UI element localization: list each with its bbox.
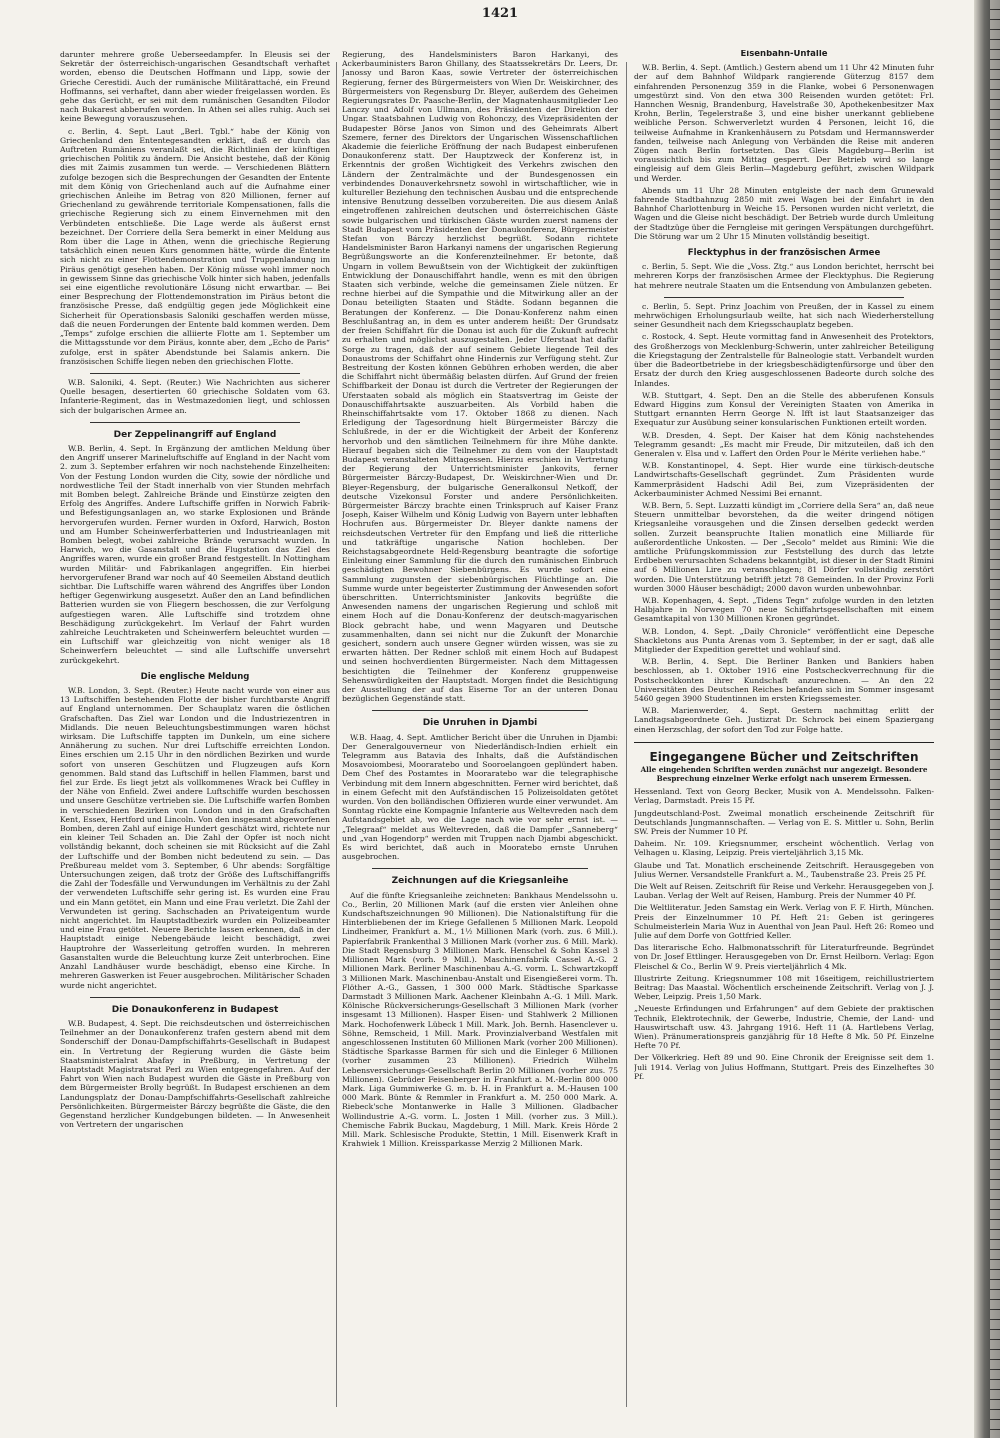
book-entry: Daheim. Nr. 109. Kriegsnummer, erscheint wöchentlich. Verlag von Velhagen u. Klasing, Leipzig. Preis vierteljährlich 3,15 Mk. — [634, 839, 934, 858]
article-text: W.B. Dresden, 4. Sept. Der Kaiser hat dem König nachstehendes Telegramm gesandt: „Es macht mir Freude, Dir mitzuteilen, daß ich den Generalen v. Elsa und v. Laffert den Orden Pour le Mérite verliehen habe.“ — [634, 430, 934, 458]
article-text: W.B. Saloniki, 4. Sept. (Reuter.) Wie Nachrichten aus sicherer Quelle besagen, desertierten 60 griechische Soldaten vom 63. Infanterie-Regiment, das in Westmazedonien liegt, und schlossen sich der bulgarischen Armee an. — [60, 377, 330, 415]
column-3 — [634, 50, 934, 1410]
column-rule — [336, 62, 337, 1407]
article-text: W.B. London, 4. Sept. „Daily Chronicle“ veröffentlicht eine Depesche Shackletons aus Punta Arenas vom 3. September, in der er sagt, daß alle Mitglieder der Expedition gerettet und wohlauf sind. — [634, 626, 934, 654]
article-text: W.B. Berlin, 4. Sept. Die Berliner Banken und Bankiers haben beschlossen, ab 1. Oktober 1916 eine Postscheckverrechnung für die Postscheckkonten ihrer Kundschaft anzurechnen. — An den 22 Universitäten des Deutschen Reiches befanden sich im Sommer insgesamt 5460 gegen 3900 Studentinnen im ersten Kriegssemester. — [634, 657, 934, 703]
book-entry: Das literarische Echo. Halbmonatsschrift für Literaturfreunde. Begründet von Dr. Josef Ettlinger. Herausgegeben von Dr. Ernst Heilborn. Verlag: Egon Fleischel & Co., Berlin W 9. Preis vierteljährlich 4 Mk. — [634, 943, 934, 971]
article-heading: Zeichnungen auf die Kriegsanleihe — [391, 876, 569, 887]
article-text: W.B. Bern, 5. Sept. Luzzatti kündigt im „Corriere della Sera“ an, daß neue Steuern unmittelbar bevorstehen, da die weiter dringend nötigen Kriegsanleihe vorausgehen und die Zinsen derselben gedeckt werden sollen. Zurzeit beanspruchte Italien monatlich eine Milliarde für außerordentliche Unkosten. — Der „Secolo“ meldet aus Rimini: Wie die amtliche Prüfungskommission zur Feststellung des durch das letzte Erdbeben verursachten Schadens bekanntgibt, ist dieser in der Stadt Rimini auf 6 Millionen Lire zu veranschlagen; 81 Dörfer vollständig zerstört worden. Die Unterstützung betrifft jetzt 78 Gemeinden. In der Provinz Forli wurden 3000 Häuser beschädigt; 2000 davon wurden unbewohnbar. — [634, 500, 934, 593]
book-entry: Hessenland. Text von Georg Becker, Musik von A. Mendelssohn. Falken-Verlag, Darmstadt. Preis 15 Pf. — [634, 787, 934, 806]
article-text: W.B. Budapest, 4. Sept. Die reichsdeutschen und österreichischen Teilnehmer an der Donaukonferenz trafen gestern abend mit dem Sonderschiff der Donau-Dampfschiffahrts-Gesellschaft in Budapest ein. In Vertretung der Regierung wurden die Gäste beim Staatsministerialrat Abafay in Preßburg, in Vertretung der Hauptstadt Magistratsrat Perl zu Wien entgegengefahren. Auf der Fahrt von Wien nach Budapest wurden die Gäste in Preßburg von dem Bürgermeister Brolly begrüßt. In Budapest erschienen an dem Landungsplatz der Donau-Dampfschiffahrts-Gesellschaft zahlreiche Persönlichkeiten. Bürgermeister Bárczy begrüßte die Gäste, die den Gegenstand herzlicher Kundgebungen bildeten. — In Anwesenheit von Vertretern der ungarischen — [60, 1018, 330, 1130]
book-entry: Jungdeutschland-Post. Zweimal monatlich erscheinende Zeitschrift für Deutschlands Jungmannschaften. — Verlag von E. S. Mittler u. Sohn, Berlin SW. Preis der Nummer 10 Pf. — [634, 808, 934, 837]
scan-ruler — [990, 0, 1000, 1438]
book-entry: Glaube und Tat. Monatlich erscheinende Zeitschrift. Herausgegeben von Julius Werner. Versandstelle Frankfurt a. M., Taubenstraße 23. Preis 25 Pf. — [634, 860, 934, 879]
article-text: Abends um 11 Uhr 28 Minuten entgleiste der nach dem Grunewald fahrende Stadtbahnzug 2850 mit zwei Wagen bei der Einfahrt in den Bahnhof Charlottenburg in Weiche 15. Personen wurden nicht verletzt, die Wagen und die Gleise nicht beschädigt. Der Betrieb wurde durch Umleitung der Stadtzüge über die Ferngleise mit geringen Verspätungen durchgeführt. Die Störung war um 2 Uhr 15 Minuten vollständig beseitigt. — [634, 185, 934, 241]
book-entry: Illustrirte Zeitung. Kriegsnummer 108 mit 16seitigem, reichillustriertem Beitrag: Das Maastal. Wöchentlich erscheinende Zeitschrift. Verlag von J. J. Weber, Leipzig. Preis 1,50 Mark. — [634, 973, 934, 1002]
article-text: c. Berlin, 5. Sept. Prinz Joachim von Preußen, der in Kassel zu einem mehrwöchigen Erholungsurlaub weilte, hat sich nach Wiederherstellung seiner Gesundheit nach dem Kriegsschauplatz begeben. — [634, 301, 934, 330]
article-text: W.B. Berlin, 4. Sept. In Ergänzung der amtlichen Meldung über den Angriff unserer Marineluftschiffe auf England in der Nacht vom 2. zum 3. September erfahren wir noch nachstehende Einzelheiten: Von der Festung London wurden die City, sowie der nördliche und nordwestliche Teil der Stadt innerhalb von vier Stunden mehrfach mit Bomben belegt. Zahlreiche Brände und Einstürze zeigten den Erfolg des Angriffes. Andere Luftschiffe griffen in Norwich Fabrik- und Befestigungsanlagen an, wo starke Explosionen und Brände hervorgerufen wurden. Ferner wurden in Oxford, Harwich, Boston und am Humber Scheinwerferbatterien und Industrieanlagen mit Bomben belegt, wobei zahlreiche Brände verursacht wurden. In Harwich, wo die Gasanstalt und die Flugstation das Ziel des Angriffes waren, wurde ein großer Brand festgestellt. In Nottingham wurden Militär- und Fabrikanlagen angegriffen. Ein hierbei hervorgerufener Brand war noch auf 40 Seemeilen Abstand deutlich sichtbar. Die Luftschiffe waren während des Angriffes über London heftiger Gegenwirkung ausgesetzt. Außer den an Land befindlichen Batterien wurden sie von Fliegern beschossen, die zur Verfolgung aufgestiegen waren. Alle Luftschiffe sind trotzdem ohne Beschädigung zurückgekehrt. Im Verlauf der Fahrt wurden zahlreiche Leuchtraketen und Scheinwerfern beleuchtet wurden — ein Luftschiff war gleichzeitig von nicht weniger als 18 Scheinwerfern beleuchtet — sind alle Luftschiffe unversehrt zurückgekehrt. — [60, 443, 330, 665]
article-text: W.B. Berlin, 4. Sept. (Amtlich.) Gestern abend um 11 Uhr 42 Minuten fuhr der auf dem Bahnhof Wildpark rangierende Güterzug 8157 dem einfahrenden Personenzug 359 in die Flanke, wobei 6 Personenwagen umgestürzt sind. Von den etwa 300 Reisenden wurden getötet: Frl. Hannchen Wesnig, Brandenburg, Havelstraße 30, Apothekenbesitzer Max Krohn, Berlin, Tegelerstraße 3, und eine bisher unerkannt gebliebene weibliche Person. Schwerverletzt wurden 4 Personen, leicht 16, die teilweise Aufnahme in Krankenhäusern zu Potsdam und Hermannswerder fanden, teilweise nach Anlegung von Verbänden die Reise mit anderen Zügen nach Berlin fortsetzten. Das Gleis Magdeburg—Berlin ist voraussichtlich bis zum Mittag gesperrt. Der Betrieb wird so lange eingleisig auf dem Gleis Berlin—Magdeburg geführt, zwischen Wildpark und Werder. — [634, 63, 934, 183]
book-entry: Die Weltliteratur. Jeden Samstag ein Werk. Verlag von F. F. Hirth, München. Preis der Einzelnummer 10 Pf. Heft 21: Geben ist geringeres Schulmeisterlein Maria Wuz in Auenthal von Jean Paul. Heft 26: Romeo und Julie auf dem Dorfe von Gottfried Keller. — [634, 903, 934, 941]
article-text: W.B. Konstantinopel, 4. Sept. Hier wurde eine türkisch-deutsche Landwirtschafts-Gesellschaft gegründet. Zum Präsidenten wurde Kammerpräsident Hadschi Adil Bei, zum Vizepräsidenten der Ackerbauminister Achmed Nessimi Bei ernannt. — [634, 461, 934, 498]
article-heading: Flecktyphus in der französischen Armee — [687, 248, 881, 259]
section-intro: Alle eingehenden Schriften werden zunächst nur angezeigt. Besondere Besprechung einzelner Werke erfolgt nach unserem Ermessen. — [640, 765, 928, 783]
column-1 — [60, 50, 330, 1410]
divider — [90, 373, 300, 374]
book-entry: „Neueste Erfindungen und Erfahrungen“ auf dem Gebiete der praktischen Technik, Elektrotechnik, der Gewerbe, Industrie, Chemie, der Land- und Hauswirtschaft usw. 43. Jahrgang 1916. Heft 11 (A. Hartlebens Verlag, Wien). Pränumerationspreis ganzjährig für 18 Hefte 8 Mk. 50 Pf. Einzelne Hefte 70 Pf. — [634, 1004, 934, 1051]
article-heading: Die Unruhen in Djambi — [422, 718, 538, 729]
book-entry: Der Völkerkrieg. Heft 89 und 90. Eine Chronik der Ereignisse seit dem 1. Juli 1914. Verlag von Julius Hoffmann, Stuttgart. Preis des Einzelheftes 30 Pf. — [634, 1053, 934, 1081]
article-text: W.B. Haag, 4. Sept. Amtlicher Bericht über die Unruhen in Djambi: Der Generalgouverneur von Niederländisch-Indien erhielt ein Telegramm aus Batavia des Inhalts, daß die Aufständischen Mosavoiombesi, Mooraratebo und Sooroelangoen geplündert haben. Dem Chef des Postamtes in Mooraratebo war die telegraphische Verbindung mit dem Innern abgeschnitten. Ferner wird berichtet, daß in einem Gefecht mit den Aufständischen 15 Polizeisoldaten getötet wurden. Von den bolländischen Offizieren wurde einer verwundet. Am Sonntag rückte eine Kompagnie Infanterie aus Weltevreden nach dem Aufstandsgebiet ab, wo die Lage nach wie vor sehr ernst ist. — „Telegraaf“ meldet aus Weltevreden, daß die Dampfer „Sanneberg“ und „van Hogendorp“ werden mit Truppen nach Djambi abgeschickt. Es wird berichtet, daß auch in Mooratebo ernste Unruhen ausgebrochen. — [342, 732, 618, 862]
article-text: c. Rostock, 4. Sept. Heute vormittag fand in Anwesenheit des Protektors, des Großherzogs von Mecklenburg-Schwerin, unter zahlreicher Beteiligung die Kriegstagung der Zentralstelle für Balneologie statt. Verbandelt wurden über die Badeortbetriebe in der kriegsbeschädigtenfürsorge und über den Ersatz der durch den Krieg ausgeschlossenen Badeorte durch solche des Inlandes. — [634, 332, 934, 388]
page-number: 1421 — [481, 6, 519, 21]
article-text: W.B. Kopenhagen, 4. Sept. „Tidens Tegn“ zufolge wurden in den letzten Halbjahre in Norwegen 70 neue Schiffahrtsgesellschaften mit einem Gesamtkapital von 130 Millionen Kronen gegründet. — [634, 595, 934, 624]
article-text: c. Berlin, 5. Sept. Wie die „Voss. Ztg.“ aus London berichtet, herrscht bei mehreren Korps der französischen Armee der Flecktyphus. Die Regierung hat mehrere neutrale Staaten um die Entsendung von Ambulanzen gebeten. — [634, 262, 934, 290]
divider — [90, 997, 300, 998]
divider — [372, 868, 588, 869]
article-heading: Die Donaukonferenz in Budapest — [111, 1004, 279, 1015]
column-2 — [342, 50, 618, 1410]
divider — [90, 422, 300, 423]
section-heading: Eingegangene Bücher und Zeitschriften — [649, 749, 919, 764]
column-rule — [626, 62, 627, 1407]
book-entry: Die Welt auf Reisen. Zeitschrift für Reise und Verkehr. Herausgegeben von J. Lauban. Verlag der Welt auf Reisen, Hamburg. Preis der Nummer 40 Pf. — [634, 882, 934, 901]
article-heading: Der Zeppelinangriff auf England — [113, 429, 277, 440]
article-text: W.B. Marienwerder, 4. Sept. Gestern nachmittag erlitt der Landtagsabgeordnete Geh. Justizrat Dr. Schrock bei einem Spaziergang einen Herzschlag, der sofort den Tod zur Folge hatte. — [634, 706, 934, 734]
article-text: darunter mehrere große Ueberseedampfer. In Eleusis sei der Sekretär der österreichisch-ungarischen Gesandtschaft verhaftet worden, ebenso die Deutschen Hoffmann und Lipp, sowie der Grieche Cerestidi. Auch der rumänische Militärattaché, ein Freund Hoffmanns, sei verhaftet, dann aber wieder freigelassen worden. Es gehe das Gerücht, er sei mit dem rumänischen Gesandten Filodor nach Bukarest abberufen worden. In Athen sei alles ruhig. Auch sei keine Bewegung vorauszusehen. — [60, 50, 330, 124]
article-text: Regierung, des Handelsministers Baron Harkanyi, des Ackerbauministers Baron Ghillany, des Staatssekretärs Dr. Leers, Dr. Janossy und Baron Kaas, sowie Vertreter der österreichischen Regierung, ferner des Bürgermeisters von Wien Dr. Weiskirchner, des Bürgermeisters von Regensburg Dr. Bleyer, außerdem des Geheimen Regierungsrates Dr. Paasche-Berlin, der Magnatenhausmitglieder Leo Lanczy und Adolf von Ullmann, des Präsidenten der Direktion der Ungar. Staatsbahnen Ludwig von Rohonczy, des Vizepräsidenten der Budapester Börse Janos von Simon und des Geheimrats Albert Szemere, ferner des Direktors der Ungarischen Wissenschaftlichen Akademie die feierliche Eröffnung der nach Budapest einberufenen Donaukonferenz statt. Der Hauptzweck der Konferenz ist, in Erkenntnis der großen Wichtigkeit des Verkehrs zwischen den Ländern der Zentralmächte und der Bundesgenossen ein verbindendes Donauverkehrsnetz sowohl in wirtschaftlicher, wie in kultureller Beziehung den technischen Ausbau und die entsprechende intensive Benutzung desselben vorzubereiten. Die aus diesem Anlaß eingetroffenen zahlreichen deutschen und österreichischen Gäste sowie bulgarischen und türkischen Gäste wurden zuerst namens der Stadt Budapest vom Präsidenten der Donaukonferenz, Bürgermeister Stefan von Bárczy herzlichst begrüßt. Sodann richtete Handelsminister Baron Harkanyi namens der ungarischen Regierung Begrüßungsworte an die Konferenzteilnehmer. Er betonte, daß Ungarn in vollem Bewußtsein von der Wichtigkeit der zukünftigen Entwicklung der Donauschiffahrt handle, wenn es mit den übrigen Staaten sich verbinde, welche die gemeinsamen Ziele nützen. Er rechne hierbei auf die Sympathie und die Mitwirkung aller an der Donau beteiligten Staaten und Städte. Sodann begannen die Beratungen der Konferenz. — Die Donau-Konferenz nahm einen Beschlußantrag an, in dem es unter anderem heißt: Der Grundsatz der freien Schiffahrt für die Donau ist auch für die Zukunft aufrecht zu erhalten und möglichst auszugestalten. Jeder Uferstaat hat dafür Sorge zu tragen, daß der auf seinem Gebiete liegende Teil des Donaustroms der Schiffahrt ohne Hindernis zur Verfügung steht. Zur Bestreitung der Kosten können Gebühren erhoben werden, die aber die Schiffahrt nicht übermäßig belasten dürfen. Auf Grund der freien Schiffbarkeit der Donau ist durch die Vertreter der Regierungen der Uferstaaten sobald als möglich ein Staatsvertrag im Geiste der Donauschiffahrtsakte auszuarbeiten. Als Vorbild haben die Rheinschiffahrtsakte vom 17. Oktober 1868 zu dienen. Nach Erledigung der Tagesordnung hielt Bürgermeister Bárczy die Schlußrede, in der er die Wichtigkeit der Arbeit der Konferenz hervorhob und den sämtlichen Teilnehmern für ihre Mühe dankte. Hierauf begaben sich die Teilnehmer zu dem von der Hauptstadt Budapest veranstalteten Mittagessen. Hierzu erschien in Vertretung der Regierung der Unterrichtsminister Jankovits, ferner Bürgermeister Bárczy-Budapest, Dr. Weiskirchner-Wien und Dr. Bleyer-Regensburg, der bulgarische Generalkonsul Netkoff, der deutsche Vizekonsul Forster und andere Persönlichkeiten. Bürgermeister Bárczy brachte einen Trinkspruch auf Kaiser Franz Joseph, Kaiser Wilhelm und König Ludwig von Bayern unter lebhaften Hochrufen aus. Bürgermeister Dr. Bleyer dankte namens der reichsdeutschen Vertreter für den Empfang und ließ die ritterliche und tatkräftige ungarische Nation hochleben. Der Reichstagsabgeordnete Held-Regensburg beantragte die sofortige Einleitung einer Sammlung für die durch den rumänischen Einbruch geschädigten Bewohner Siebenbürgens. Es wurde sofort eine Sammlung zugunsten der siebenbürgischen Flüchtlinge an. Die Summe wurde unter begeisterter Zustimmung der Anwesenden sofort überschritten. Unterrichtsminister Jankovits begrüßte die Anwesenden namens der ungarischen Regierung und schloß mit einem Hoch auf die Donau-Konferenz der deutsch-magyarischen Block gebracht habe, und wenn Magyaren und Deutsche zusammenhalten, dann sei nicht nur die Zukunft der Monarchie gesichert, sondern auch unsere Gegner würden wissen, was sie zu erwarten hätten. Der Redner schloß mit einem Hoch auf Budapest und seinen hochverdienten Bürgermeister. Nach dem Mittagessen besichtigten die Teilnehmer der Konferenz gruppenweise Sehenswürdigkeiten der Hauptstadt. Morgen findet die Besichtigung der Ausstellung der auf das Eiserne Tor an der unteren Donau bezüglichen Gegenstände statt. — [342, 50, 618, 704]
article-text: c. Berlin, 4. Sept. Laut „Berl. Tgbl.“ habe der König von Griechenland den Ententegesandten erklärt, daß er durch das Auftreten Rumäniens veranlaßt sei, die Richtlinien der künftigen griechischen Politik zu ändern. Die Ansicht bestehe, daß der König dies mit Zaimis zusammen tun werde. — Verschiedenen Blättern zufolge bezogen sich die Besprechungen der Gesandten der Entente mit dem König von Griechenland auch auf die Aufnahme einer griechischen Anleihe im Betrag von 820 Millionen, ferner auf Griechenland zu gewährende territoriale Kompensationen, falls die griechische Regierung sich zu einem Einvernehmen mit den Verbündeten entschließe. Die Lage werde als äußerst ernst bezeichnet. Der Corriere della Sera bemerkt in einer Meldung aus Rom über die Lage in Athen, wenn die griechische Regierung tatsächlich einen neuen Kurs genommen hätte, würde die Entente sich nicht zu einer Flottendemonstration und Truppenlandung im Piräus genötigt gesehen haben. Der König müsse wohl immer noch in gewissem Sinne das griechische Volk hinter sich haben, jedenfalls sei eine eigentliche revolutionäre Lösung nicht erwartbar. — Bei einer Besprechung der Flottendemonstration im Piräus betont die französische Presse, daß endgültig gegen jede Möglichkeit eine Sicherheit für Operationsbasis Saloniki geschaffen werden müsse, daß die neuen Forderungen der Entente bald kommen werden. Dem „Temps“ zufolge erschien die alliierte Flotte am 1. September um die Mittagsstunde vor dem Piräus, konnte aber, dem „Echo de Paris“ zufolge, erst in später Abendstunde bei Salamis ankern. Die französischen Schiffe liegen neben den griechischen Flotte. — [60, 126, 330, 366]
article-heading: Eisenbahn-Unfälle — [740, 50, 828, 59]
article-text: Auf die fünfte Kriegsanleihe zeichneten: Bankhaus Mendelssohn u. Co., Berlin, 20 Millionen Mark (auf die ersten vier Anleihen ohne Kundschaftszeichnungen 90 Millionen). Die Nationalstiftung für die Hinterbliebenen der im Kriege Gefallenen 5 Millionen Mark. Leopold Lindheimer, Frankfurt a. M., 1½ Millionen Mark (vorh. zus. 6 Mill.). Papierfabrik Frankenthal 3 Millionen Mark (vorher zus. 6 Mill. Mark). Die Stadt Regensburg 3 Millionen Mark. Henschel & Sohn Kassel 3 Millionen Mark (vorh. 9 Mill.). Maschinenfabrik Cassel A.-G. 2 Millionen Mark. Berliner Maschinenbau A.-G. vorm. L. Schwartzkopff 3 Millionen Mark. Maschinenbau-Anstalt und Eisengießerei vorm. Th. Flöther A.-G., Gassen, 1 300 000 Mark. Städtische Sparkasse Darmstadt 3 Millionen Mark. Aachener Kleinbahn A.-G. 1 Mill. Mark. Kölnische Rückversicherungs-Gesellschaft 3 Millionen Mark (vorher insgesamt 13 Millionen). Hasper Eisen- und Stahlwerk 2 Millionen Mark. Hochofenwerk Lübeck 1 Mill. Mark. Joh. Bernh. Hasenclever u. Söhne, Remscheid, 1 Mill. Mark. Provinzialverband Westfalen mit angeschlossenen Instituten 60 Millionen Mark (vorher 200 Millionen). Städtische Sparkasse Barmen für sich und die Einleger 6 Millionen (vorher zusammen 23 Millionen). Friedrich Wilhelm Lebensversicherungs-Gesellschaft Berlin 20 Millionen (vorher zus. 75 Millionen). Gebrüder Feisenberger in Frankfurt a. M.-Berlin 800 000 Mark. Liga Gummiwerke G. m. b. H. in Frankfurt a. M.-Hausen 100 000 Mark. Bünte & Remmler in Frankfurt a. M. 250 000 Mark. A. Riebeck'sche Montanwerke in Halle 3 Millionen. Gladbacher Wollindustrie A.-G. vorm. L. Josten 1 Mill. (vorher zus. 3 Mill.). Chemische Fabrik Buckau, Magdeburg, 1 Mill. Mark. Kreis Hörde 2 Mill. Mark. Schlesische Produkte, Stettin, 1 Mill. Eisenwerk Kraft in Krahwiek 1 Million. Kreissparkasse Merzig 2 Millionen Mark. — [342, 890, 618, 1149]
divider — [634, 742, 934, 743]
article-text: W.B. London, 3. Sept. (Reuter.) Heute nacht wurde von einer aus 13 Luftschiffen bestehenden Flotte der bisher furchtbarste Angriff auf England unternommen. Der Schauplatz waren die östlichen Grafschaften. Das Ziel war London und die Industriezentren in Midlands. Die neuen Beleuchtungsbestimmungen waren höchst wirksam. Die Luftschiffe tappten im Dunkeln, um eine sichere Annäherung zu suchen. Nur drei Luftschiffe erreichten London. Eines erschien um 2.15 Uhr in den nördlichen Bezirken und wurde sofort von unseren Geschützen und Flugzeugen aufs Korn genommen. Bald stand das Luftschiff in hellen Flammen, barst und fiel zur Erde. Es liegt jetzt als vollkommenes Wrack bei Cuffley in der Nähe von Enfield. Zwei andere Luftschiffe wurden beschossen und unsere Geschütze vertrieben sie. Die Luftschiffe warfen Bomben in verschiedenen Bezirken von London und in den Grafschaften Kent, Essex, Hertford und Lincoln. Von den insgesamt abgeworfenen Bomben, deren Zahl auf einige Hundert geschätzt wird, richtete nur ein kleiner Teil Schaden an. Die Zahl der Opfer ist noch nicht vollständig bekannt, doch scheinen sie mit Rücksicht auf die Zahl der Luftschiffe und der Bomben nicht bedeutend zu sein. — Das Preßbureau meldet vom 3. September, 6 Uhr abends: Sorgfältige Untersuchungen zeigen, daß trotz der Größe des Luftschiffangriffs die Zahl der Todesfälle und Verwundungen im Verhältnis zu der Zahl der verwendeten Luftschiffe sehr gering ist. Es wurden eine Frau und ein Mann getötet, ein Mann und eine Frau verletzt. Die Zahl der Verwundeten ist gering. Sachschaden an Privateigentum wurde nicht angerichtet. Im Hauptstadtbezirk wurden ein Polizeibeamter und eine Frau getötet. Neuere Berichte lassen erkennen, daß in der Hauptstadt einige Nebengebäude leicht beschädigt, zwei Hauptrohre der Wasserleitung getroffen wurden. In mehreren Gasanstalten wurde die Beleuchtung kurze Zeit unterbrochen. Eine Anzahl Landhäuser wurde beschädigt, ebenso eine Kirche. In mehreren Gaswerken ist Feuer ausgebrochen. Militärischer Schaden wurde nicht angerichtet. — [60, 686, 330, 990]
article-text: W.B. Stuttgart, 4. Sept. Den an die Stelle des abberufenen Konsuls Edward Higgins zum Konsul der Vereinigten Staaten von Amerika in Stuttgart ernannten Herrn George N. Ifft ist laut Staatsanzeiger das Exequatur zur Ausübung seiner konsularischen Funktionen erteilt worden. — [634, 390, 934, 428]
divider — [372, 710, 588, 711]
divider — [664, 297, 904, 298]
article-heading: Die englische Meldung — [140, 671, 250, 682]
